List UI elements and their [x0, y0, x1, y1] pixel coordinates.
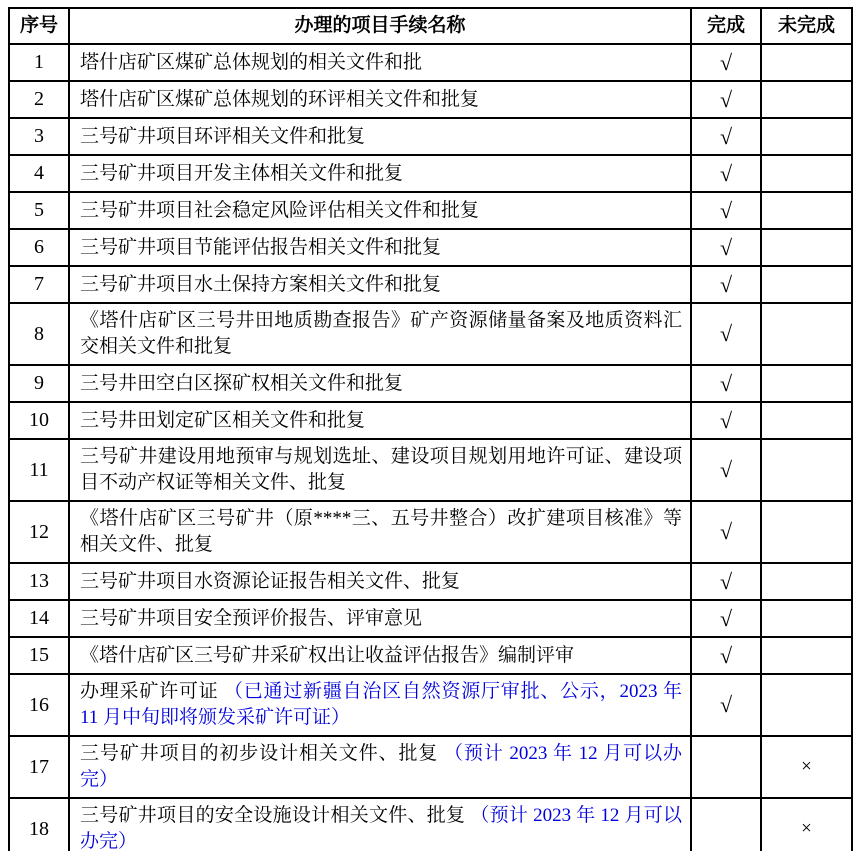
row-index: 1	[9, 44, 69, 81]
row-index: 4	[9, 155, 69, 192]
table-row	[9, 600, 852, 637]
col-header-undone: 未完成	[761, 8, 852, 44]
done-mark	[691, 798, 761, 851]
col-header-done: 完成	[691, 8, 761, 44]
done-mark: √	[691, 229, 761, 266]
undone-mark	[761, 81, 852, 118]
row-index: 13	[9, 563, 69, 600]
table-row	[9, 229, 852, 266]
col-header-index: 序号	[9, 8, 69, 44]
procedure-name-text: 三号矿井建设用地预审与规划选址、建设项目规划用地许可证、建设项目不动产权证等相关文件、批复	[80, 446, 682, 493]
procedure-name-text: 三号矿井项目开发主体相关文件和批复	[80, 162, 404, 184]
done-mark: √	[691, 563, 761, 600]
procedure-name-text: 塔什店矿区煤矿总体规划的环评相关文件和批复	[80, 88, 480, 110]
done-mark: √	[691, 44, 761, 81]
procedure-name-cell	[69, 155, 691, 192]
done-mark: √	[691, 81, 761, 118]
table-row	[9, 402, 852, 439]
undone-mark	[761, 266, 852, 303]
table-row	[9, 118, 852, 155]
row-index: 10	[9, 402, 69, 439]
row-index: 9	[9, 365, 69, 402]
procedure-name-cell	[69, 798, 691, 851]
procedure-name-text: 三号井田空白区探矿权相关文件和批复	[80, 372, 404, 394]
undone-mark	[761, 155, 852, 192]
done-mark: √	[691, 266, 761, 303]
undone-mark	[761, 501, 852, 563]
row-index: 11	[9, 439, 69, 501]
row-index: 12	[9, 501, 69, 563]
col-header-name: 办理的项目手续名称	[69, 8, 691, 44]
procedure-name-cell	[69, 600, 691, 637]
undone-mark: ×	[761, 736, 852, 798]
undone-mark	[761, 402, 852, 439]
undone-mark	[761, 365, 852, 402]
procedure-note-text: （预计 2023 年 12 月可以办完）	[80, 805, 682, 851]
done-mark: √	[691, 674, 761, 736]
table-row	[9, 266, 852, 303]
table-row	[9, 439, 852, 501]
done-mark: √	[691, 637, 761, 674]
procedure-name-cell	[69, 192, 691, 229]
procedure-name-text: 三号矿井项目安全预评价报告、评审意见	[80, 607, 423, 629]
row-index: 17	[9, 736, 69, 798]
undone-mark	[761, 563, 852, 600]
procedure-name-cell	[69, 118, 691, 155]
procedure-name-cell	[69, 674, 691, 736]
procedure-name-cell	[69, 563, 691, 600]
table-row	[9, 81, 852, 118]
table-row	[9, 501, 852, 563]
table-row	[9, 365, 852, 402]
undone-mark: ×	[761, 798, 852, 851]
table-row	[9, 303, 852, 365]
procedure-name-cell	[69, 736, 691, 798]
done-mark: √	[691, 365, 761, 402]
row-index: 6	[9, 229, 69, 266]
table-row	[9, 563, 852, 600]
undone-mark	[761, 229, 852, 266]
procedure-name-cell	[69, 44, 691, 81]
procedure-name-cell	[69, 501, 691, 563]
procedure-name-cell	[69, 81, 691, 118]
procedure-name-text: 三号矿井项目的初步设计相关文件、批复	[80, 743, 444, 764]
procedure-name-text: 三号矿井项目节能评估报告相关文件和批复	[80, 236, 442, 258]
procedure-note-text: （预计 2023 年 12 月可以办完）	[80, 743, 682, 790]
undone-mark	[761, 637, 852, 674]
undone-mark	[761, 600, 852, 637]
row-index: 14	[9, 600, 69, 637]
procedure-name-text: 办理采矿许可证	[80, 681, 224, 702]
row-index: 7	[9, 266, 69, 303]
procedure-name-text: 三号矿井项目社会稳定风险评估相关文件和批复	[80, 199, 480, 221]
procedure-name-cell	[69, 266, 691, 303]
procedure-name-text: 塔什店矿区煤矿总体规划的相关文件和批	[80, 51, 423, 73]
done-mark: √	[691, 402, 761, 439]
procedure-name-cell	[69, 365, 691, 402]
row-index: 5	[9, 192, 69, 229]
table-header-row	[9, 8, 852, 44]
undone-mark	[761, 192, 852, 229]
row-index: 2	[9, 81, 69, 118]
procedure-name-cell	[69, 402, 691, 439]
procedure-name-text: 《塔什店矿区三号井田地质勘查报告》矿产资源储量备案及地质资料汇交相关文件和批复	[80, 310, 682, 357]
table-row	[9, 192, 852, 229]
undone-mark	[761, 118, 852, 155]
done-mark	[691, 736, 761, 798]
table-row	[9, 44, 852, 81]
procedure-name-cell	[69, 637, 691, 674]
table-row	[9, 736, 852, 798]
undone-mark	[761, 303, 852, 365]
done-mark: √	[691, 303, 761, 365]
done-mark: √	[691, 439, 761, 501]
procedure-name-text: 《塔什店矿区三号矿井（原****三、五号井整合）改扩建项目核准》等相关文件、批复	[80, 508, 682, 555]
procedure-name-text: 《塔什店矿区三号矿井采矿权出让收益评估报告》编制评审	[80, 644, 575, 666]
done-mark: √	[691, 155, 761, 192]
procedure-name-text: 三号矿井项目的安全设施设计相关文件、批复	[80, 805, 471, 826]
procedure-name-text: 三号井田划定矿区相关文件和批复	[80, 409, 366, 431]
undone-mark	[761, 439, 852, 501]
done-mark: √	[691, 501, 761, 563]
table-row	[9, 637, 852, 674]
row-index: 16	[9, 674, 69, 736]
table-row	[9, 155, 852, 192]
done-mark: √	[691, 600, 761, 637]
undone-mark	[761, 44, 852, 81]
done-mark: √	[691, 118, 761, 155]
row-index: 18	[9, 798, 69, 851]
procedure-name-text: 三号矿井项目水土保持方案相关文件和批复	[80, 273, 442, 295]
procedure-name-text: 三号矿井项目环评相关文件和批复	[80, 125, 366, 147]
done-mark: √	[691, 192, 761, 229]
procedure-name-cell	[69, 229, 691, 266]
table-row	[9, 674, 852, 736]
row-index: 3	[9, 118, 69, 155]
procedure-name-cell	[69, 439, 691, 501]
row-index: 15	[9, 637, 69, 674]
procedure-name-text: 三号矿井项目水资源论证报告相关文件、批复	[80, 570, 461, 592]
procedure-note-text: （已通过新疆自治区自然资源厅审批、公示，2023 年 11 月中旬即将颁发采矿许可证）	[80, 681, 682, 728]
procedures-table	[8, 7, 853, 851]
undone-mark	[761, 674, 852, 736]
procedure-name-cell	[69, 303, 691, 365]
table-row	[9, 798, 852, 851]
row-index: 8	[9, 303, 69, 365]
